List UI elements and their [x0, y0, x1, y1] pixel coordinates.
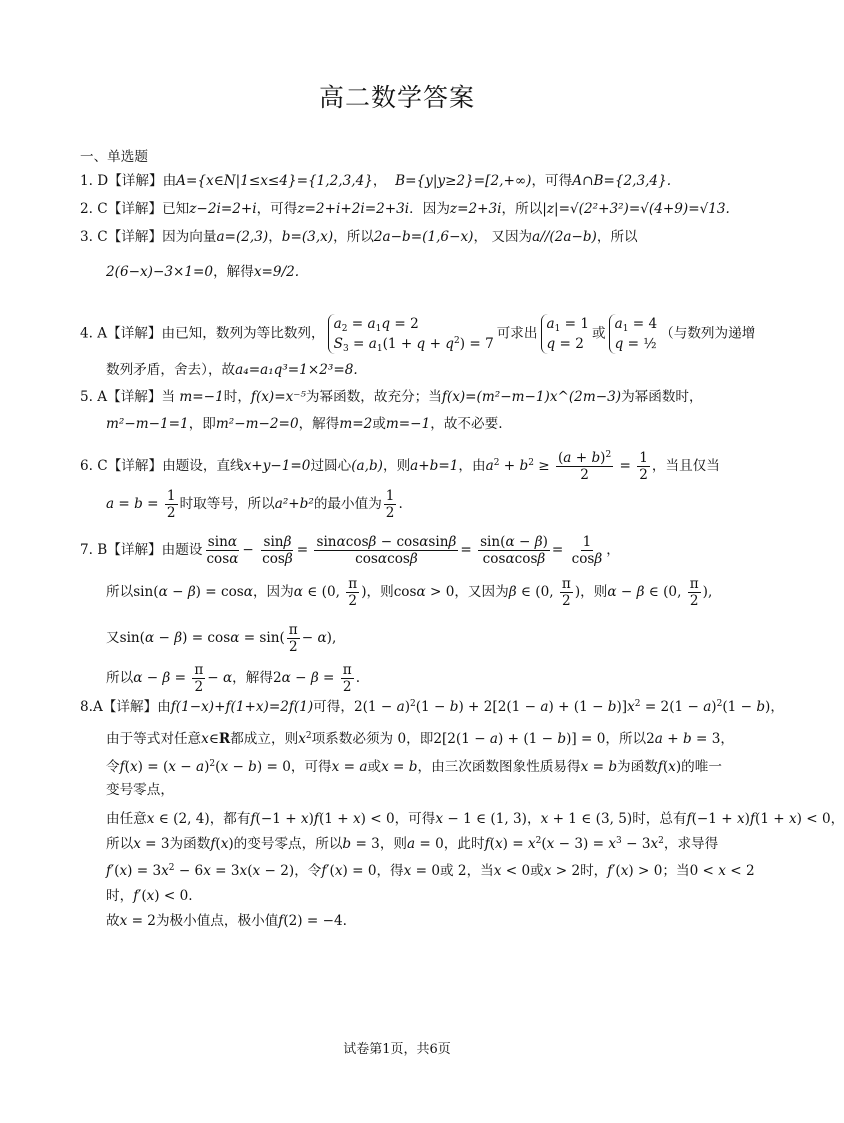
q3-line2: 2(6−x)−3×1=0，解得x=9/2. — [106, 264, 300, 280]
q4-system: $a_2 = a_1q = 2$ $S_3 = a_1(1 + q + q^2) = 7$ — [328, 314, 494, 354]
q8-line9: 故x = 2为极小值点，极小值f(2) = −4. — [106, 913, 347, 929]
q3: 3. C【详解】因为向量a=(2,3)，b=(3,x)，所以2a−b=(1,6−x)， 又因为a//(2a−b)，所以 — [80, 229, 638, 245]
q8-line4: 变号零点， — [106, 782, 174, 798]
q8-line5: 由任意x ∈ (2, 4)，都有f(−1 + x)f(1 + x) < 0，可得x − 1 ∈ (1, 3)，x + 1 ∈ (3, 5)时，总有f(−1 + x)f(1 + x) < 0， — [106, 811, 844, 827]
q4-solution-2: $a_1 = 4$ q = ½ — [609, 314, 658, 354]
q2: 2. C【详解】已知z−2i=2+i，可得z=2+i+2i=2+3i．因为z=2+3i，所以|z|=√(2²+3²)=√(4+9)=√13. — [80, 201, 730, 217]
q7-line2: 所以sin(α − β) = cosα，因为α ∈ (0, $\frac{\pi}{2}$ )，则cosα > 0，又因为β ∈ (0, $\frac{\pi}{2}$ )，则α − β ∈ (0, $\frac{\pi}{2}$ ), — [106, 576, 713, 609]
page-footer: 试卷第1页，共6页 — [343, 1042, 451, 1057]
q7-line3: 又sin(α − β) = cosα = sin( $\frac{\pi}{2}$ − α), — [106, 622, 337, 655]
q6: 6. C【详解】由题设，直线x+y−1=0过圆心(a,b)，则a+b=1，由$a^2 + b^2$ ≥ $\frac{(a + b)^2}{2}$ = $\frac{1}{2}$ ，当且仅当 — [80, 450, 720, 483]
q8-line6: 所以x = 3为函数f(x)的变号零点，所以b = 3，则a = 0，此时$f(x) = x^2(x - 3) = x^3 - 3x^2$，求导得 — [106, 836, 719, 852]
q5: 5. A【详解】当 m=−1时，f(x)=x⁻⁵为幂函数，故充分；当f(x)=(m²−m−1)x^(2m−3)为幂函数时， — [80, 389, 703, 405]
q8-line3: 令$f(x) = (x - a)^2(x - b) = 0$，可得x = a或x = b，由三次函数图象性质易得x = b为函数f(x)的唯一 — [106, 759, 722, 775]
q4-solution-1: $a_1 = 1$ q = 2 — [541, 314, 590, 354]
q5-line2: m²−m−1=1，即m²−m−2=0，解得m=2或m=−1，故不必要. — [106, 416, 503, 432]
section-heading: 一、单选题 — [80, 149, 148, 165]
q4: 4. A【详解】由已知，数列为等比数列， $a_2 = a_1q = 2$ $S_3 = a_1(1 + q + q^2) = 7$ 可求出 $a_1 = 1$ q = 2 或 $a_1 = 4$ q = ½ （与数列为递增 — [80, 316, 756, 354]
q4-line2: 数列矛盾，舍去），故a₄=a₁q³=1×2³=8. — [106, 362, 358, 378]
q8-line7: $f'(x) = 3x^2 - 6x = 3x(x - 2)$，令f′(x) = 0，得x = 0或 2，当x < 0或x > 2时，f′(x) > 0；当0 < x < 2 — [106, 863, 755, 879]
q1-num: 1. D【详解】 — [80, 173, 163, 189]
q8: 8.A【详解】由f(1−x)+f(1+x)=2f(1)可得，$2(1 - a)^2(1 - b) + 2[2(1 - a) + (1 - b)]x^2 = 2(1 - a)^2(1 - b)$， — [80, 699, 784, 715]
q8-line2: 由于等式对任意x∈R都成立，则$x^2$项系数必须为 0，即2[2(1 − a) + (1 − b)] = 0，所以2a + b = 3， — [106, 731, 734, 747]
q7: 7. B【详解】由题设 $\frac{\sin\alpha}{\cos\alpha}$ − $\frac{\sin\beta}{\cos\beta}$ = $\frac{\sin\alpha\cos\beta - \cos\alpha\sin\beta}{\cos\alpha\cos\beta}$ = $\frac{\sin(\alpha - \beta)}{\cos\alpha\cos\beta}$ = $\frac{1}{\cos\beta}$ ， — [80, 534, 620, 567]
q8-line8: 时，f′(x) < 0. — [106, 888, 193, 904]
q7-line4: 所以α − β = $\frac{\pi}{2}$ − α，解得2α − β = $\frac{\pi}{2}$ . — [106, 662, 361, 695]
q1: 1. D【详解】由A={x∈N|1≤x≤4}={1,2,3,4}， B={y|y≥2}=[2,+∞)，可得A∩B={2,3,4}. — [80, 173, 672, 189]
page-title: 高二数学答案 — [318, 83, 475, 112]
q6-line2: a = b = $\frac{1}{2}$ 时取等号，所以a²+b²的最小值为 $\frac{1}{2}$ . — [106, 488, 403, 521]
